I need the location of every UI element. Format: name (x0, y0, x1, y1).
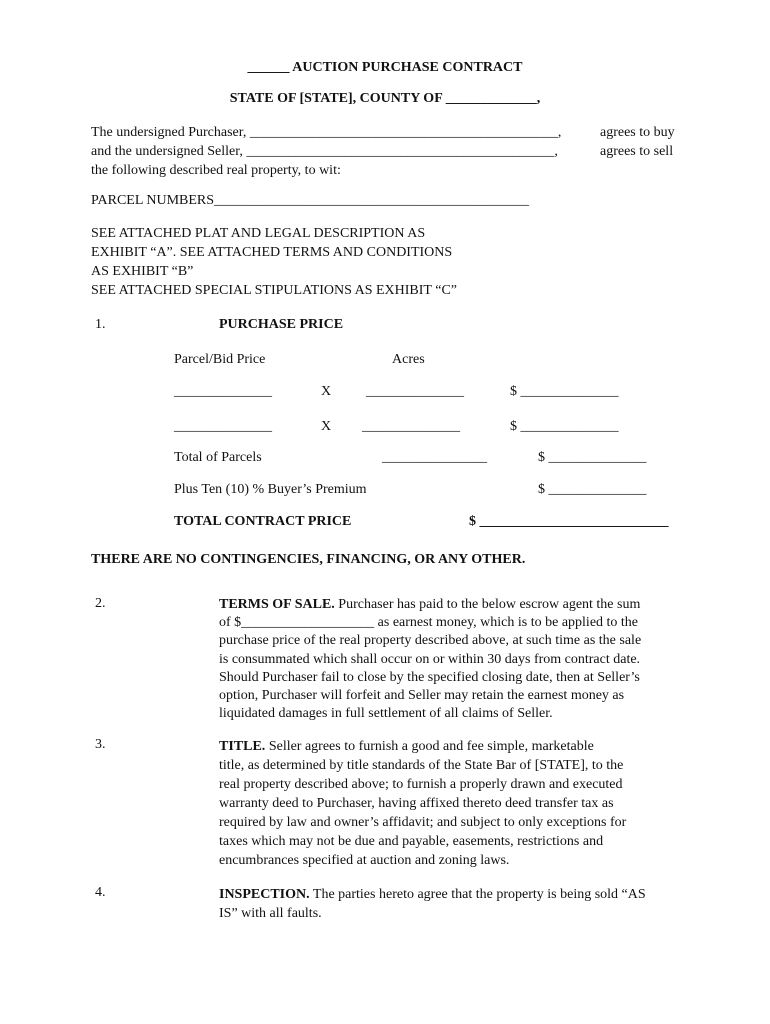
para-line: title, as determined by title standards of the State Bar of [STATE], to the (219, 758, 624, 773)
exhibit-line: SEE ATTACHED PLAT AND LEGAL DESCRIPTION AS (91, 226, 426, 241)
terms-of-sale-paragraph (219, 596, 684, 723)
para-line: warranty deed to Purchaser, having affixed thereto deed transfer tax as (219, 796, 614, 811)
acres-blank: ______________ (366, 384, 464, 399)
section-heading: TITLE. (219, 739, 266, 754)
column-header-acres: Acres (392, 352, 425, 367)
section-number: 2. (95, 596, 106, 611)
column-header-parcel: Parcel/Bid Price (174, 352, 266, 367)
multiply-sign: X (321, 419, 332, 434)
para-line: is consummated which shall occur on or within 30 days from contract date. (219, 651, 641, 667)
bid-price-blank: ______________ (174, 384, 272, 399)
total-parcels-amount: $ ______________ (538, 450, 647, 465)
buyers-premium-label: Plus Ten (10) % Buyer’s Premium (174, 482, 367, 497)
intro-property-line: the following described real property, to wit: (91, 163, 341, 178)
earnest-money-blank: $___________________ (234, 615, 375, 631)
state-county-line: STATE OF [STATE], COUNTY OF _____________, (229, 91, 541, 106)
para-text: The parties hereto agree that the property is being sold “AS (312, 887, 646, 902)
acres-blank: ______________ (362, 419, 460, 434)
multiply-sign: X (321, 384, 332, 399)
amount-blank: $ ______________ (510, 384, 619, 399)
para-text: Seller agrees to furnish a good and fee simple, marketable (268, 739, 594, 754)
para-line (219, 614, 684, 632)
intro-seller-line: and the undersigned Seller, ____________________________________________, (91, 144, 558, 159)
para-line: Should Purchaser fail to close by the specified closing date, then at Seller’s (219, 669, 640, 685)
para-line: required by law and owner’s affidavit; and subject to only exceptions for (219, 815, 627, 830)
bid-price-blank: ______________ (174, 419, 272, 434)
section-number: 3. (95, 737, 106, 752)
para-text: as earnest money, which is to be applied to the (377, 615, 639, 631)
document-title: ______ AUCTION PURCHASE CONTRACT (247, 60, 523, 75)
para-line (219, 885, 684, 904)
intro-agrees-to-buy: agrees to buy (600, 125, 675, 140)
para-line: taxes which may not be due and payable, easements, restrictions and (219, 834, 604, 849)
total-acres-blank: _______________ (382, 450, 487, 465)
para-line: real property described above; to furnish a properly drawn and executed (219, 777, 623, 792)
para-line: IS” with all faults. (219, 906, 322, 921)
exhibit-line: AS EXHIBIT “B” (91, 264, 194, 279)
total-parcels-label: Total of Parcels (174, 450, 262, 465)
section-number: 4. (95, 885, 106, 900)
buyers-premium-amount: $ ______________ (538, 482, 647, 497)
intro-purchaser-line: The undersigned Purchaser, ____________________________________________, (91, 125, 562, 140)
amount-blank: $ ______________ (510, 419, 619, 434)
para-line: liquidated damages in full settlement of all claims of Seller. (219, 706, 553, 722)
para-line: purchase price of the real property described above, at such time as the sale (219, 633, 642, 649)
title-paragraph (219, 737, 684, 870)
para-line (219, 737, 684, 756)
inspection-paragraph (219, 885, 684, 923)
para-text: of (219, 615, 231, 631)
para-line: encumbrances specified at auction and zoning laws. (219, 853, 510, 868)
no-contingencies-statement: THERE ARE NO CONTINGENCIES, FINANCING, OR ANY OTHER. (91, 552, 526, 567)
para-line (219, 596, 684, 614)
section-heading: INSPECTION. (219, 887, 310, 902)
section-number: 1. (95, 317, 106, 332)
total-contract-price-label: TOTAL CONTRACT PRICE (174, 514, 352, 529)
exhibit-line: EXHIBIT “A”. SEE ATTACHED TERMS AND CONDITIONS (91, 245, 453, 260)
parcel-numbers-line: PARCEL NUMBERS_____________________________________________ (91, 193, 530, 208)
para-text: Purchaser has paid to the below escrow agent the sum (338, 597, 641, 612)
para-line: option, Purchaser will forfeit and Seller may retain the earnest money as (219, 688, 625, 704)
intro-agrees-to-sell: agrees to sell (600, 144, 674, 159)
section-heading: PURCHASE PRICE (219, 317, 344, 332)
section-heading: TERMS OF SALE. (219, 597, 335, 612)
total-contract-price-amount: $ ___________________________ (469, 514, 669, 529)
exhibit-line: SEE ATTACHED SPECIAL STIPULATIONS AS EXHIBIT “C” (91, 283, 457, 298)
